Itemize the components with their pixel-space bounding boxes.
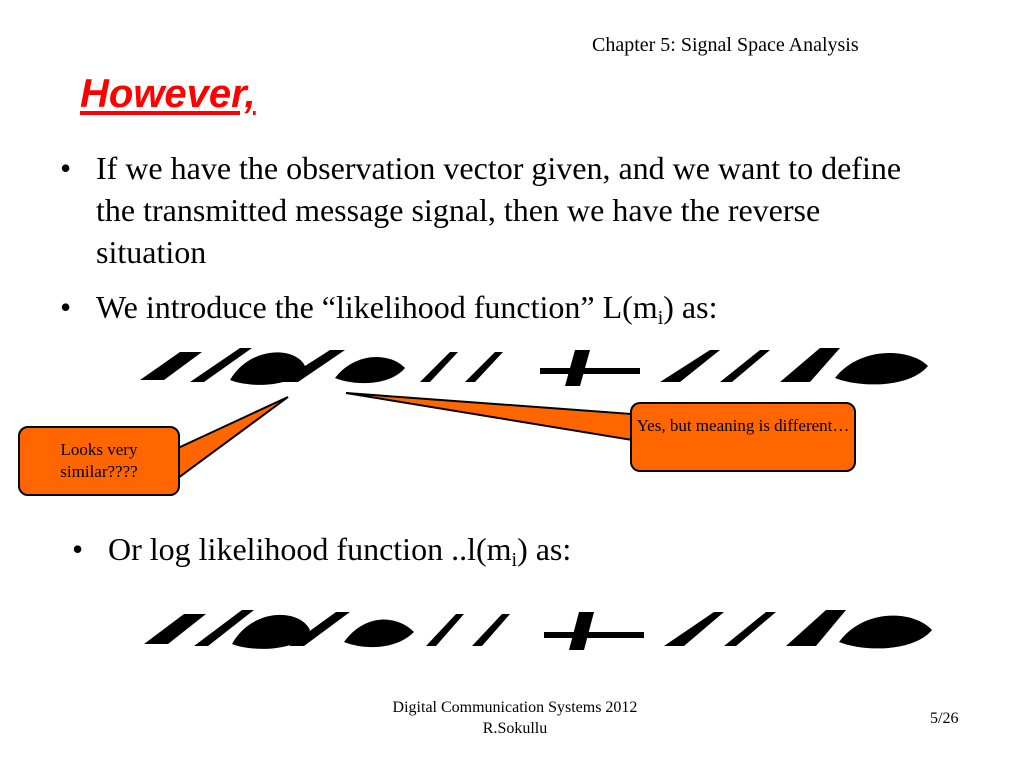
- log-likelihood-formula-image: [124, 600, 934, 658]
- chapter-header: Chapter 5: Signal Space Analysis: [592, 34, 859, 56]
- bullet-log-likelihood: [72, 528, 772, 570]
- bullet-symbol: •: [60, 150, 72, 186]
- slide-footer: [330, 697, 700, 739]
- bullet-symbol: •: [72, 531, 84, 567]
- slide-title: However,: [80, 72, 256, 116]
- page-number: 5/26: [930, 710, 959, 727]
- bullet-text: We introduce the “likelihood function” $L(m_i)$ as:: [96, 289, 718, 329]
- callout-meaning-different: Yes, but meaning is different…: [630, 402, 856, 472]
- footer-author: R.Sokullu: [482, 720, 548, 737]
- bullet-text: Or log likelihood function $..l(m_i)$ as:: [108, 531, 572, 571]
- callout-looks-similar: Looks very similar????: [18, 426, 180, 496]
- bullet-text: If we have the observation vector given, and we want to define the transmitted message signal, then we have the reverse situation: [96, 150, 902, 270]
- footer-course: Digital Communication Systems 2012: [392, 699, 638, 716]
- bullet-symbol: •: [60, 289, 72, 325]
